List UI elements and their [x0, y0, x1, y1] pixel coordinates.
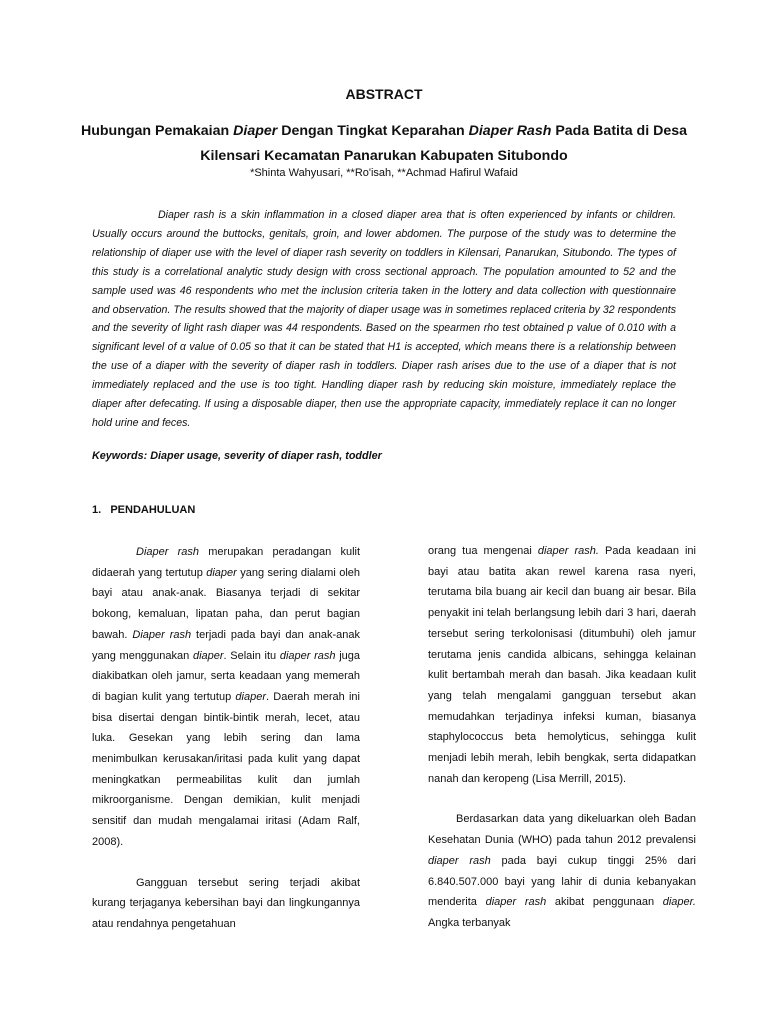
text-run: akibat penggunaan: [546, 896, 663, 909]
left-column: [92, 542, 360, 955]
text-run: diaper: [192, 649, 224, 662]
title-part: Dengan Tingkat Keparahan: [277, 123, 469, 139]
text-run: . Daerah merah ini bisa disertai dengan bintik-bintik merah, lecet, atau luka. Gesekan yang lebih sering dan lama menimbulkan kerusakan/iritasi pada kulit yang dapat meningkatkan permeabilitas kulit dan jumlah mikroorganisme. Dengan demikian, kulit menjadi sensitif dan mudah mengalamai iritasi (Adam Ralf, 2008).: [92, 690, 360, 848]
keywords: Keywords: Diaper usage, severity of diaper rash, toddler: [92, 450, 382, 462]
section-heading: 1. PENDAHULUAN: [92, 504, 196, 516]
text-run: pada bayi cukup tinggi 25% dari 6.840.507.000 bayi yang lahir di dunia kebanyakan menderita: [428, 854, 696, 909]
abstract-heading: ABSTRACT: [345, 86, 423, 102]
text-run: Diaper rash: [136, 546, 200, 558]
text-run: diaper: [206, 566, 237, 579]
title-part: Diaper: [233, 123, 278, 139]
text-run: diaper rash.: [537, 545, 599, 557]
text-run: Pada keadaan ini bayi atau batita akan rewel karena rasa nyeri, terutama bila buang air kecil dan buang air besar. Bila penyakit ini telah berlangsung lebih dari 3 hari, daerah tersebut sering terkolonisasi (ditumbuhi) oleh jamur terutama jenis candida albicans, sehingga kelainan kulit bertambah merah dan basah. Jika keadaan kulit yang telah mengalami gangguan tersebut akan memudahkan terjadinya infeksi kuman, biasanya staphylococcus beta hemolyticus, sehingga kulit menjadi lebih merah, lebih bengkak, serta didapatkan nanah dan keropeng (Lisa Merrill, 2015).: [428, 545, 696, 785]
text-run: diaper.: [662, 896, 696, 909]
body-paragraph: [92, 542, 360, 853]
text-run: diaper rash: [485, 896, 547, 909]
text-run: diaper rash: [279, 649, 336, 662]
text-run: . Selain itu: [223, 649, 280, 662]
body-paragraph: [428, 809, 696, 933]
text-run: terjadi pada bayi dan anak-anak yang menggunakan: [92, 628, 360, 662]
text-run: yang sering dialami oleh bayi atau anak-anak. Biasanya terjadi di sekitar bokong, kemaluan, lipatan paha, dan perut bagian bawah.: [92, 566, 360, 641]
text-run: diaper: [235, 690, 266, 703]
paper-title: [60, 119, 708, 169]
title-part: Pada Batita di Desa Kilensari Kecamatan Panarukan Kabupaten Situbondo: [200, 123, 688, 164]
text-run: merupakan peradangan kulit didaerah yang tertutup: [92, 546, 361, 579]
right-column: [428, 541, 696, 954]
text-run: juga diakibatkan oleh jamur, serta keadaan yang memerah di bagian kulit yang tertutup: [92, 649, 360, 703]
title-part: Hubungan Pemakaian: [80, 123, 234, 139]
abstract-body: Diaper rash is a skin inflammation in a closed diaper area that is often experienced by infants or children. Usually occurs around the buttocks, genitals, groin, and lower abdomen. The purpose of the study was to determine the relationship of diaper use with the level of diaper rash severity on toddlers in Kilensari, Panarukan, Situbondo. The types of this study is a correlational analytic study design with cross sectional approach. The population amounted to 52 and the sample used was 46 respondents who met the inclusion criteria taken in the lottery and data collection with questionnaire and observation. The results showed that the majority of diaper usage was in sometimes replaced criteria by 32 respondents and the severity of light rash diaper was 44 respondents. Based on the spearmen rho test obtained p value of 0.010 with a significant level of α value of 0.05 so that it can be stated that H1 is accepted, which means there is a relationship between the use of a diaper with the severity of diaper rash in toddlers. Diaper rash arises due to the use of a diaper that is not immediately replaced and the use is too tight. Handling diaper rash by reducing skin moisture, immediately replace the diaper after defecating. If using a disposable diaper, then use the appropriate capacity, immediately replace it can no longer hold urine and feces.: [92, 209, 676, 429]
text-run: Diaper rash: [132, 628, 192, 641]
title-part: Diaper Rash: [468, 123, 552, 139]
body-paragraph: [428, 541, 696, 789]
text-run: orang tua mengenai: [428, 545, 538, 557]
body-paragraph: [92, 873, 360, 935]
text-run: Gangguan tersebut sering terjadi akibat kurang terjaganya kebersihan bayi dan lingkungannya atau rendahnya pengetahuan: [92, 876, 360, 930]
text-run: diaper rash: [428, 854, 491, 867]
text-run: Angka terbanyak: [428, 916, 511, 929]
text-run: Berdasarkan data yang dikeluarkan oleh Badan Kesehatan Dunia (WHO) pada tahun 2012 prevalensi: [428, 813, 696, 847]
author-list: *Shinta Wahyusari, **Ro'isah, **Achmad Hafirul Wafaid: [250, 167, 518, 179]
